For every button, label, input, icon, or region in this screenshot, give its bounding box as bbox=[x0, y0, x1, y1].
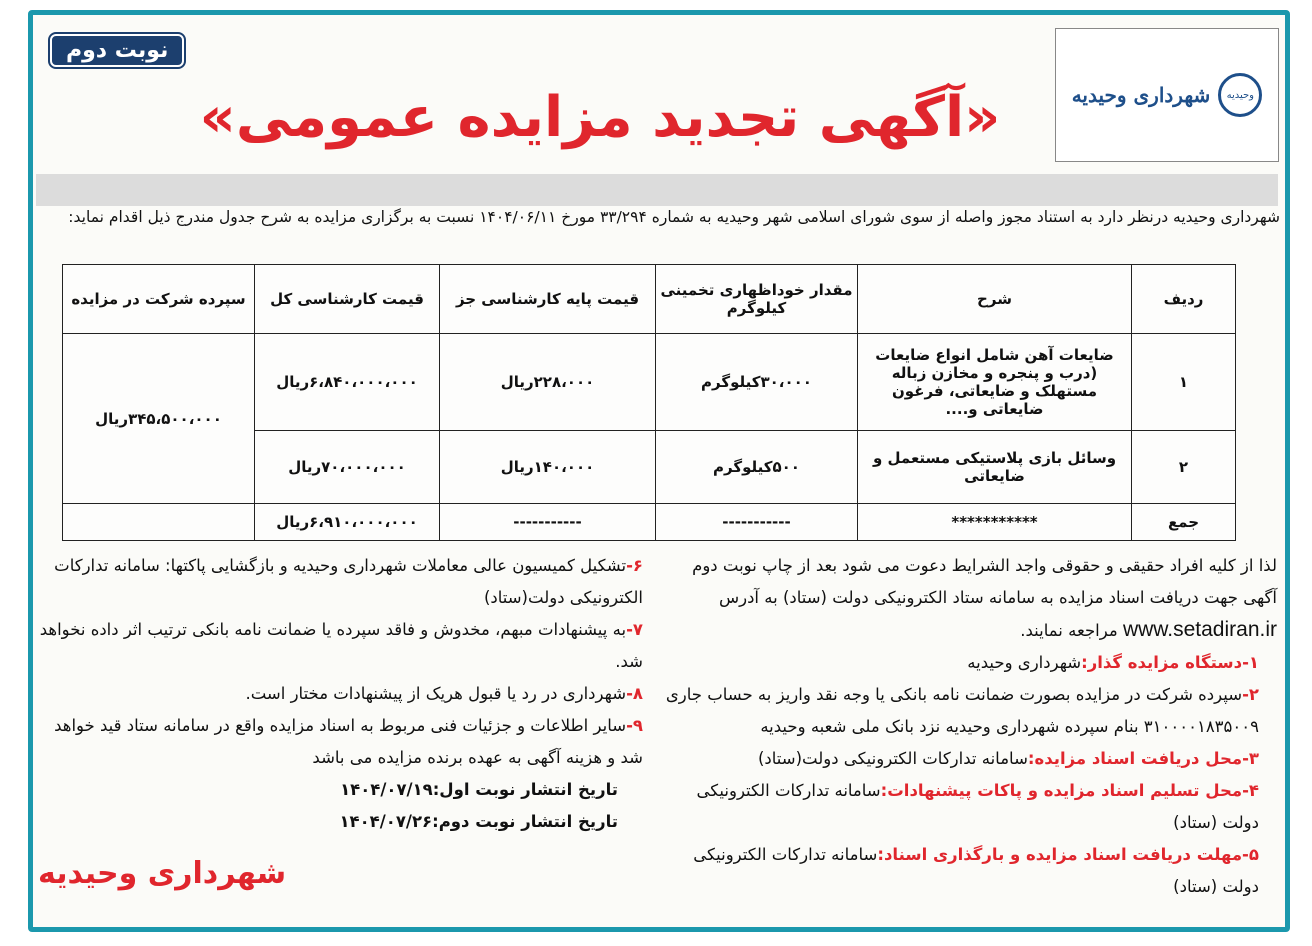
item-text: سایر اطلاعات و جزئیات فنی مربوط به اسناد مزایده واقع در سامانه ستاد قید خواهد شد و هزینه آگهی به عهده برنده مزایده می باشد bbox=[54, 716, 643, 767]
right-column bbox=[665, 550, 1277, 903]
row-desc: ضایعات آهن شامل انواع ضایعات (درب و پنجره و مخازن زباله مستهلک و ضایعاتی، فرغون ضایعاتی و.... bbox=[858, 334, 1132, 431]
left-column bbox=[38, 550, 643, 838]
item-text: به پیشنهادات مبهم، مخدوش و فاقد سپرده یا ضمانت نامه بانکی ترتیب اثر داده نخواهد شد. bbox=[39, 620, 643, 671]
row-desc: وسائل بازی پلاستیکی مستعمل و ضایعاتی bbox=[858, 431, 1132, 504]
municipality-logo bbox=[1055, 28, 1279, 162]
table-header bbox=[63, 265, 1236, 334]
auction-table bbox=[62, 264, 1236, 541]
invitation-text bbox=[665, 550, 1277, 647]
item-label: ۱-دستگاه مزایده گذار: bbox=[1081, 653, 1259, 672]
item-label: ۶- bbox=[626, 556, 643, 575]
header-cell: شرح bbox=[858, 265, 1132, 334]
emblem-icon: وحیدیه bbox=[1218, 73, 1262, 117]
signature: شهرداری وحیدیه bbox=[38, 856, 287, 891]
item-text: سامانه تدارکات الکترونیکی دولت(ستاد) bbox=[757, 749, 1028, 768]
item bbox=[38, 678, 643, 710]
row-total-price: ۶،۸۴۰،۰۰۰،۰۰۰ریال bbox=[255, 334, 440, 431]
item-label: ۴-محل تسلیم اسناد مزایده و پاکات پیشنهادات: bbox=[880, 781, 1259, 800]
header-cell: قیمت کارشناسی کل bbox=[255, 265, 440, 334]
item bbox=[665, 775, 1277, 839]
second-publish-date: تاریخ انتشار نوبت دوم:۱۴۰۴/۰۷/۲۶ bbox=[339, 812, 618, 831]
item bbox=[38, 550, 643, 614]
row-no: ۱ bbox=[1132, 334, 1236, 431]
sum-row bbox=[63, 504, 1236, 541]
first-publish-date: تاریخ انتشار نوبت اول:۱۴۰۴/۰۷/۱۹ bbox=[340, 780, 618, 799]
row-qty: ۵۰۰کیلوگرم bbox=[656, 431, 858, 504]
item-text: سامانه تدارکات الکترونیکی دولت (ستاد) bbox=[693, 845, 1259, 896]
item-label: ۵-مهلت دریافت اسناد مزایده و بارگذاری اسناد: bbox=[877, 845, 1259, 864]
item-text: تشکیل کمیسیون عالی معاملات شهرداری وحیدیه و بازگشایی پاکتها: سامانه تدارکات الکترونیکی دولت(ستاد) bbox=[54, 556, 643, 607]
header-cell: سپرده شرکت در مزایده bbox=[63, 265, 255, 334]
sum-desc: *********** bbox=[858, 504, 1132, 541]
invitation-end: مراجعه نمایند. bbox=[1020, 621, 1118, 640]
sum-empty bbox=[63, 504, 255, 541]
item-label: ۸- bbox=[626, 684, 643, 703]
divider-stripe bbox=[36, 174, 1278, 206]
header-cell: مقدار خوداظهاری تخمینی کیلوگرم bbox=[656, 265, 858, 334]
item-label: ۹- bbox=[626, 716, 643, 735]
row-qty: ۳۰،۰۰۰کیلوگرم bbox=[656, 334, 858, 431]
header-cell: ردیف bbox=[1132, 265, 1236, 334]
table-row bbox=[63, 334, 1236, 431]
row-no: ۲ bbox=[1132, 431, 1236, 504]
item bbox=[665, 679, 1277, 743]
logo-text: شهرداری وحیدیه bbox=[1071, 83, 1211, 107]
invitation-body: لذا از کلیه افراد حقیقی و حقوقی واجد الشرایط دعوت می شود بعد از چاپ نوبت دوم آگهی جهت دریافت اسناد مزایده به سامانه ستاد الکترونیکی دولت (ستاد) به آدرس bbox=[692, 556, 1277, 607]
seta-link[interactable]: www.setadiran.ir bbox=[1122, 618, 1277, 641]
deposit-cell: ۳۴۵،۵۰۰،۰۰۰ریال bbox=[63, 334, 255, 504]
item bbox=[665, 743, 1277, 775]
row-unit-price: ۲۲۸،۰۰۰ریال bbox=[440, 334, 656, 431]
item-label: ۷- bbox=[626, 620, 643, 639]
row-unit-price: ۱۴۰،۰۰۰ریال bbox=[440, 431, 656, 504]
item bbox=[38, 614, 643, 678]
item-text: سامانه تدارکات الکترونیکی دولت (ستاد) bbox=[696, 781, 1259, 832]
item-text: سپرده شرکت در مزایده بصورت ضمانت نامه بانکی یا وجه نقد واریز به حساب جاری ۳۱۰۰۰۰۱۸۳۵۰۰۹ بنام سپرده شهرداری وحیدیه نزد بانک ملی شعبه وحیدیه bbox=[665, 685, 1259, 736]
item-text: شهرداری وحیدیه bbox=[967, 653, 1082, 672]
item bbox=[665, 839, 1277, 903]
intro-text: شهرداری وحیدیه درنظر دارد به استناد مجوز واصله از سوی شورای اسلامی شهر وحیدیه به شماره ۳۳/۲۹۴ مورخ ۱۴۰۴/۰۶/۱۱ نسبت به برگزاری مزایده به شرح جدول مندرج ذیل اقدام نماید: bbox=[68, 208, 1280, 226]
item-label: ۳-محل دریافت اسناد مزایده: bbox=[1027, 749, 1259, 768]
sum-total: ۶،۹۱۰،۰۰۰،۰۰۰ریال bbox=[255, 504, 440, 541]
sum-qty: ----------- bbox=[656, 504, 858, 541]
item-label: ۲- bbox=[1242, 685, 1259, 704]
header-cell: قیمت پایه کارشناسی جز bbox=[440, 265, 656, 334]
sum-unit: ----------- bbox=[440, 504, 656, 541]
sum-label: جمع bbox=[1132, 504, 1236, 541]
item-text: شهرداری در رد یا قبول هریک از پیشنهادات مختار است. bbox=[245, 684, 627, 703]
page-title: «آگهی تجدید مزایده عمومی» bbox=[199, 85, 1001, 150]
item bbox=[38, 710, 643, 774]
item bbox=[665, 647, 1277, 679]
row-total-price: ۷۰،۰۰۰،۰۰۰ریال bbox=[255, 431, 440, 504]
round-badge: نوبت دوم bbox=[50, 34, 184, 67]
